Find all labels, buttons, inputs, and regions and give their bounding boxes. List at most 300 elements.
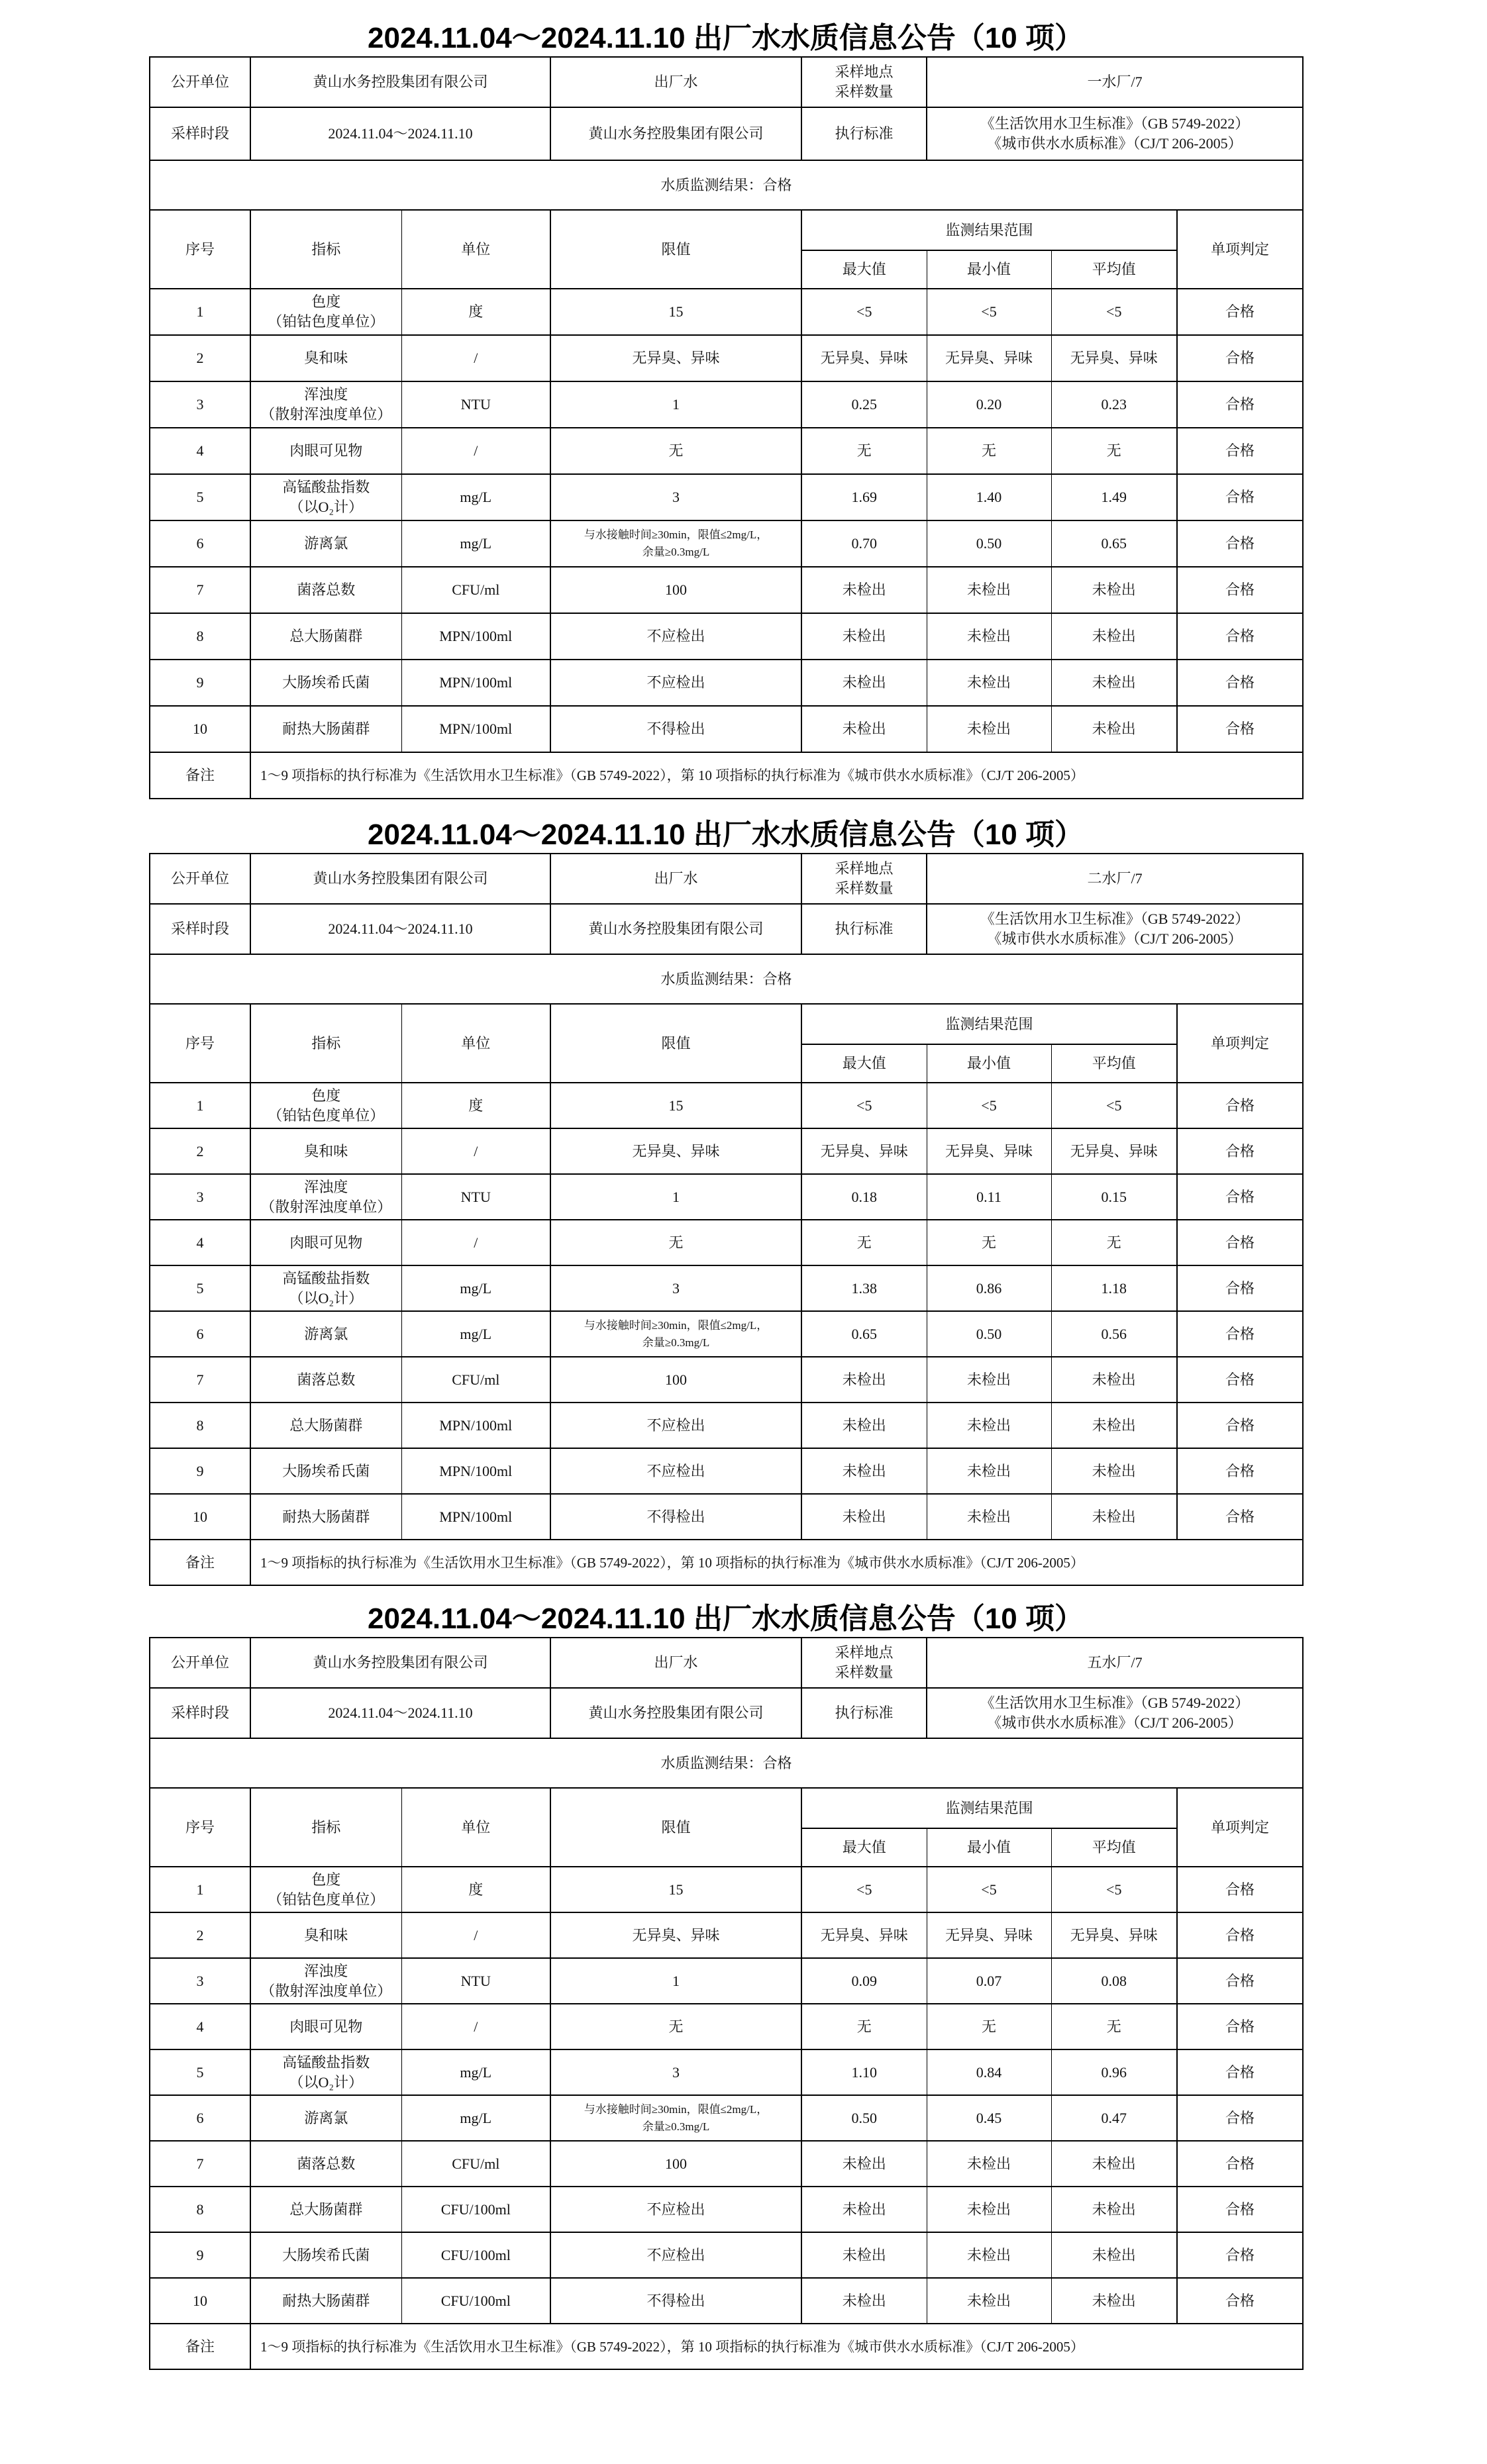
note-row [150,1540,1303,1585]
note-label: 备注 [150,2324,250,2369]
info-row-period [150,1688,1303,1738]
limit-cell [550,1311,801,1357]
indicator-name: 高锰酸盐指数 [282,479,370,495]
standard-1: 《生活饮用水卫生标准》（GB 5749-2022） [980,911,1250,927]
min-cell: 0.84 [927,2049,1051,2095]
row-no: 8 [150,613,250,660]
note-row [150,2324,1303,2369]
avg-cell: 0.15 [1051,1174,1177,1220]
site-value: 五水厂/7 [927,1638,1303,1688]
row-no: 7 [150,567,250,613]
row-no: 7 [150,2141,250,2187]
note-row [150,752,1303,799]
max-cell: <5 [801,1867,927,1912]
item-value: 出厂水 [550,57,801,107]
site-value: 二水厂/7 [927,854,1303,904]
result-summary-row [150,160,1303,210]
verdict-cell: 合格 [1177,1403,1303,1448]
indicator-cell [250,1494,401,1540]
indicator-name: 臭和味 [304,1926,348,1944]
bulletin-title: 2024.11.04～2024.11.10 出厂水水质信息公告（10 项） [368,818,1084,851]
avg-cell: 0.65 [1051,520,1177,567]
indicator-cell [250,613,401,660]
table-row [150,1448,1303,1494]
avg-cell: 无 [1051,428,1177,474]
max-cell: 未检出 [801,2141,927,2187]
table-row [150,289,1303,335]
unit-cell: CFU/100ml [401,2232,550,2278]
indicator-name: 耐热大肠菌群 [282,720,370,737]
unit-cell: mg/L [401,474,550,520]
indicator-name: 总大肠菌群 [289,628,363,644]
header-range: 监测结果范围 [801,1004,1177,1044]
header-min: 最小值 [927,1044,1051,1083]
avg-cell: 无异臭、异味 [1051,335,1177,381]
table-row [150,335,1303,381]
avg-cell: <5 [1051,1083,1177,1128]
table-row [150,1083,1303,1128]
row-no: 3 [150,381,250,428]
verdict-cell: 合格 [1177,2095,1303,2141]
lab-value: 黄山水务控股集团有限公司 [550,107,801,160]
indicator-name: 色度 [311,293,341,310]
lab-value: 黄山水务控股集团有限公司 [550,1688,801,1738]
row-no: 8 [150,2187,250,2232]
header-min: 最小值 [927,1828,1051,1867]
verdict-cell: 合格 [1177,335,1303,381]
indicator-unit-note: （以O₂计） [289,2073,364,2091]
limit-cell: 1 [550,381,801,428]
header-max: 最大值 [801,1828,927,1867]
header-verdict: 单项判定 [1177,1788,1303,1867]
table-row [150,2004,1303,2049]
avg-cell: 未检出 [1051,2232,1177,2278]
indicator-cell [250,2049,401,2095]
avg-cell: 无异臭、异味 [1051,1912,1177,1958]
lab-value: 黄山水务控股集团有限公司 [550,904,801,954]
table-row [150,2095,1303,2141]
verdict-cell: 合格 [1177,1958,1303,2004]
site-value: 一水厂/7 [927,57,1303,107]
min-cell: 0.11 [927,1174,1051,1220]
limit-cell: 不应检出 [550,2232,801,2278]
limit-line-1: 与水接触时间≥30min，限值≤2mg/L， [584,2102,768,2116]
unit-cell: 度 [401,1083,550,1128]
max-cell: 未检出 [801,706,927,752]
max-cell: 未检出 [801,567,927,613]
site-label-1: 采样地点 [835,1644,894,1661]
verdict-cell: 合格 [1177,567,1303,613]
min-cell: 未检出 [927,1494,1051,1540]
header-indicator: 指标 [250,1788,401,1867]
site-label-2: 采样数量 [835,880,894,897]
avg-cell: 未检出 [1051,2187,1177,2232]
indicator-name: 浑浊度 [304,386,348,403]
min-cell: 无异臭、异味 [927,1128,1051,1174]
indicator-name: 色度 [311,1871,341,1888]
indicator-name: 肉眼可见物 [289,442,363,459]
max-cell: 0.25 [801,381,927,428]
avg-cell: 0.23 [1051,381,1177,428]
table-header-row [150,210,1303,250]
avg-cell: 未检出 [1051,567,1177,613]
avg-cell: 0.56 [1051,1311,1177,1357]
limit-line-1: 与水接触时间≥30min，限值≤2mg/L， [584,528,768,541]
period-label: 采样时段 [150,904,250,954]
unit-cell: / [401,1912,550,1958]
header-unit: 单位 [401,1004,550,1083]
indicator-unit-note: （散射浑浊度单位） [260,1982,392,1999]
note-label: 备注 [150,752,250,799]
unit-cell: MPN/100ml [401,1448,550,1494]
avg-cell: 无异臭、异味 [1051,1128,1177,1174]
row-no: 9 [150,1448,250,1494]
min-cell: <5 [927,1867,1051,1912]
max-cell: 未检出 [801,2278,927,2324]
unit-cell: NTU [401,1958,550,2004]
header-limit: 限值 [550,210,801,289]
unit-cell: mg/L [401,1265,550,1311]
limit-cell: 无异臭、异味 [550,1912,801,1958]
limit-cell: 不应检出 [550,613,801,660]
row-no: 10 [150,706,250,752]
indicator-cell [250,1357,401,1403]
info-row-publisher [150,854,1303,904]
table-row [150,1311,1303,1357]
result-summary: 水质监测结果：合格 [150,160,1303,210]
verdict-cell: 合格 [1177,1311,1303,1357]
header-verdict: 单项判定 [1177,210,1303,289]
limit-line-2: 余量≥0.3mg/L [642,1336,710,1349]
table-row [150,428,1303,474]
avg-cell: 无 [1051,1220,1177,1265]
min-cell: 未检出 [927,2141,1051,2187]
indicator-cell [250,428,401,474]
header-indicator: 指标 [250,210,401,289]
limit-cell: 不应检出 [550,1403,801,1448]
max-cell: 1.10 [801,2049,927,2095]
indicator-cell [250,567,401,613]
verdict-cell: 合格 [1177,1265,1303,1311]
verdict-cell: 合格 [1177,1912,1303,1958]
max-cell: 未检出 [801,660,927,706]
max-cell: 无 [801,2004,927,2049]
indicator-name: 大肠埃希氏菌 [282,2246,370,2263]
limit-cell: 不得检出 [550,706,801,752]
min-cell: 未检出 [927,613,1051,660]
limit-line-2: 余量≥0.3mg/L [642,2120,710,2133]
info-row-publisher [150,57,1303,107]
limit-cell: 不得检出 [550,2278,801,2324]
indicator-cell [250,289,401,335]
table-row [150,1867,1303,1912]
verdict-cell: 合格 [1177,613,1303,660]
indicator-cell [250,474,401,520]
unit-cell: CFU/ml [401,567,550,613]
indicator-name: 菌落总数 [297,2155,356,2172]
standard-1: 《生活饮用水卫生标准》（GB 5749-2022） [980,115,1250,132]
indicator-name: 臭和味 [304,350,348,366]
verdict-cell: 合格 [1177,1128,1303,1174]
site-label-1: 采样地点 [835,64,894,80]
header-no: 序号 [150,210,250,289]
row-no: 6 [150,2095,250,2141]
publisher-label: 公开单位 [150,854,250,904]
min-cell: 无 [927,1220,1051,1265]
limit-cell: 3 [550,2049,801,2095]
water-quality-table [149,56,1304,799]
indicator-cell [250,381,401,428]
indicator-name: 总大肠菌群 [289,2200,363,2218]
verdict-cell: 合格 [1177,2049,1303,2095]
min-cell: 无异臭、异味 [927,335,1051,381]
min-cell: <5 [927,289,1051,335]
table-row [150,1265,1303,1311]
period-value: 2024.11.04～2024.11.10 [250,1688,550,1738]
indicator-cell [250,520,401,567]
header-avg: 平均值 [1051,1828,1177,1867]
header-max: 最大值 [801,250,927,289]
unit-cell: / [401,2004,550,2049]
min-cell: 0.07 [927,1958,1051,2004]
max-cell: 无 [801,1220,927,1265]
min-cell: 未检出 [927,2232,1051,2278]
period-label: 采样时段 [150,1688,250,1738]
water-quality-table [149,853,1304,1586]
period-value: 2024.11.04～2024.11.10 [250,107,550,160]
table-row [150,520,1303,567]
indicator-name: 高锰酸盐指数 [282,1269,370,1287]
indicator-cell [250,1912,401,1958]
table-row [150,1958,1303,2004]
limit-cell: 无 [550,428,801,474]
indicator-name: 菌落总数 [297,1371,356,1388]
unit-cell: / [401,1220,550,1265]
header-no: 序号 [150,1788,250,1867]
table-row [150,381,1303,428]
header-range: 监测结果范围 [801,210,1177,250]
standard-value [927,904,1303,954]
header-min: 最小值 [927,250,1051,289]
indicator-unit-note: （铂钴色度单位） [268,1891,385,1908]
result-summary-row [150,954,1303,1004]
max-cell: 未检出 [801,1494,927,1540]
standard-2: 《城市供水水质标准》（CJ/T 206-2005） [987,135,1243,152]
row-no: 6 [150,1311,250,1357]
verdict-cell: 合格 [1177,520,1303,567]
table-row [150,567,1303,613]
max-cell: 1.38 [801,1265,927,1311]
indicator-cell [250,1174,401,1220]
indicator-unit-note: （以O₂计） [289,499,364,515]
verdict-cell: 合格 [1177,2187,1303,2232]
max-cell: 无异臭、异味 [801,335,927,381]
unit-cell: NTU [401,1174,550,1220]
table-row [150,706,1303,752]
avg-cell: 未检出 [1051,613,1177,660]
header-unit: 单位 [401,210,550,289]
unit-cell: / [401,1128,550,1174]
indicator-cell [250,1083,401,1128]
min-cell: 未检出 [927,706,1051,752]
indicator-cell [250,1958,401,2004]
indicator-unit-note: （铂钴色度单位） [268,313,385,330]
standard-2: 《城市供水水质标准》（CJ/T 206-2005） [987,1714,1243,1731]
indicator-name: 总大肠菌群 [289,1416,363,1434]
indicator-name: 耐热大肠菌群 [282,2292,370,2309]
verdict-cell: 合格 [1177,706,1303,752]
result-summary: 水质监测结果：合格 [150,1738,1303,1788]
site-label [801,854,927,904]
max-cell: 无异臭、异味 [801,1912,927,1958]
min-cell: 1.40 [927,474,1051,520]
max-cell: 未检出 [801,613,927,660]
row-no: 10 [150,1494,250,1540]
standard-label: 执行标准 [801,107,927,160]
max-cell: 未检出 [801,1403,927,1448]
max-cell: 0.18 [801,1174,927,1220]
indicator-cell [250,660,401,706]
avg-cell: 0.47 [1051,2095,1177,2141]
indicator-name: 高锰酸盐指数 [282,2053,370,2071]
unit-cell: 度 [401,1867,550,1912]
limit-cell [550,2095,801,2141]
indicator-name: 肉眼可见物 [289,2018,363,2035]
row-no: 1 [150,1083,250,1128]
indicator-cell [250,706,401,752]
result-summary: 水质监测结果：合格 [150,954,1303,1004]
indicator-cell [250,1311,401,1357]
row-no: 1 [150,1867,250,1912]
verdict-cell: 合格 [1177,1174,1303,1220]
row-no: 2 [150,1128,250,1174]
table-row [150,660,1303,706]
unit-cell: mg/L [401,520,550,567]
avg-cell: 1.18 [1051,1265,1177,1311]
indicator-name: 浑浊度 [304,1962,348,1979]
row-no: 7 [150,1357,250,1403]
standard-value [927,1688,1303,1738]
publisher-value: 黄山水务控股集团有限公司 [250,57,550,107]
limit-cell: 不应检出 [550,1448,801,1494]
min-cell: 未检出 [927,1357,1051,1403]
unit-cell: MPN/100ml [401,660,550,706]
bulletin-title: 2024.11.04～2024.11.10 出厂水水质信息公告（10 项） [368,22,1084,54]
indicator-name: 浑浊度 [304,1178,348,1195]
max-cell: 无 [801,428,927,474]
result-summary-row [150,1738,1303,1788]
min-cell: 无 [927,2004,1051,2049]
min-cell: 无异臭、异味 [927,1912,1051,1958]
row-no: 4 [150,1220,250,1265]
verdict-cell: 合格 [1177,1448,1303,1494]
min-cell: <5 [927,1083,1051,1128]
indicator-cell [250,2187,401,2232]
avg-cell: 未检出 [1051,660,1177,706]
indicator-name: 游离氯 [304,535,348,552]
indicator-name: 色度 [311,1087,341,1104]
min-cell: 0.20 [927,381,1051,428]
row-no: 2 [150,1912,250,1958]
min-cell: 未检出 [927,567,1051,613]
header-verdict: 单项判定 [1177,1004,1303,1083]
unit-cell: / [401,428,550,474]
note-text: 1～9 项指标的执行标准为《生活饮用水卫生标准》（GB 5749-2022），第 10 项指标的执行标准为《城市供水水质标准》（CJ/T 206-2005） [250,1540,1303,1585]
verdict-cell: 合格 [1177,381,1303,428]
header-range: 监测结果范围 [801,1788,1177,1828]
period-label: 采样时段 [150,107,250,160]
unit-cell: MPN/100ml [401,1403,550,1448]
max-cell: <5 [801,289,927,335]
indicator-cell [250,1867,401,1912]
row-no: 2 [150,335,250,381]
limit-cell: 100 [550,567,801,613]
header-no: 序号 [150,1004,250,1083]
unit-cell: / [401,335,550,381]
table-row [150,2278,1303,2324]
avg-cell: 未检出 [1051,1494,1177,1540]
limit-cell: 15 [550,289,801,335]
site-label-2: 采样数量 [835,83,894,100]
indicator-unit-note: （散射浑浊度单位） [260,1198,392,1215]
indicator-name: 菌落总数 [297,581,356,598]
indicator-cell [250,1128,401,1174]
limit-cell: 3 [550,1265,801,1311]
min-cell: 未检出 [927,1403,1051,1448]
verdict-cell: 合格 [1177,1083,1303,1128]
indicator-cell [250,2095,401,2141]
limit-cell [550,520,801,567]
row-no: 5 [150,2049,250,2095]
publisher-label: 公开单位 [150,57,250,107]
row-no: 1 [150,289,250,335]
avg-cell: 未检出 [1051,2278,1177,2324]
avg-cell: <5 [1051,1867,1177,1912]
verdict-cell: 合格 [1177,2232,1303,2278]
table-row [150,613,1303,660]
unit-cell: mg/L [401,2095,550,2141]
limit-cell: 无 [550,2004,801,2049]
unit-cell: CFU/100ml [401,2278,550,2324]
indicator-unit-note: （散射浑浊度单位） [260,406,392,422]
row-no: 3 [150,1174,250,1220]
table-row [150,1220,1303,1265]
publisher-value: 黄山水务控股集团有限公司 [250,1638,550,1688]
verdict-cell: 合格 [1177,660,1303,706]
info-row-publisher [150,1638,1303,1688]
max-cell: 1.69 [801,474,927,520]
indicator-name: 大肠埃希氏菌 [282,1462,370,1479]
header-unit: 单位 [401,1788,550,1867]
indicator-unit-note: （铂钴色度单位） [268,1107,385,1124]
avg-cell: <5 [1051,289,1177,335]
limit-cell: 15 [550,1867,801,1912]
water-quality-table [149,1637,1304,2370]
table-row [150,2049,1303,2095]
min-cell: 未检出 [927,660,1051,706]
min-cell: 未检出 [927,1448,1051,1494]
unit-cell: CFU/ml [401,1357,550,1403]
verdict-cell: 合格 [1177,428,1303,474]
indicator-name: 耐热大肠菌群 [282,1508,370,1525]
standard-1: 《生活饮用水卫生标准》（GB 5749-2022） [980,1695,1250,1711]
unit-cell: mg/L [401,2049,550,2095]
max-cell: 未检出 [801,2232,927,2278]
min-cell: 无 [927,428,1051,474]
limit-cell: 无异臭、异味 [550,335,801,381]
row-no: 5 [150,474,250,520]
indicator-cell [250,1265,401,1311]
